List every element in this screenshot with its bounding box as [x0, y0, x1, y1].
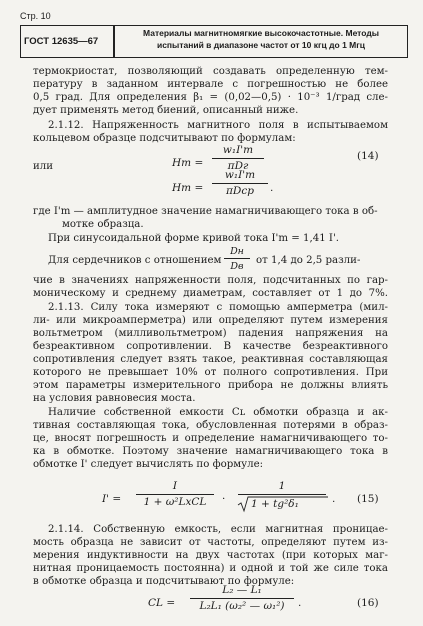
eq14-num2: w₁I'm: [224, 169, 256, 181]
eq15-fraction-bar-b: [238, 494, 326, 495]
text-line: Наличие собственной емкости Cʟ обмотки образца и ак-: [48, 407, 388, 418]
eq16-lhs: CL =: [148, 597, 176, 609]
text-line: 2.1.13. Силу тока измеряют с помощью амперметра (мил-: [48, 302, 388, 313]
text-line: на условия равновесия моста.: [33, 393, 196, 404]
ratio-num: Dн: [230, 246, 244, 257]
header-title-line2: испытаний в диапазоне частот от 10 кгц до 1 Мгц: [156, 40, 366, 50]
ratio-den: Dв: [230, 261, 244, 272]
text-line: Для сердечников с отношением: [48, 255, 222, 266]
eq15-num-a: I: [172, 480, 178, 492]
eq14-lhs2: Hm =: [172, 182, 204, 194]
text-line: 2.1.14. Собственную емкость, если магнитная проницае-: [48, 524, 388, 535]
standard-code: ГОСТ 12635—67: [24, 36, 99, 47]
text-line: мотке образца.: [62, 219, 144, 230]
eq14-fraction-bar1: [212, 158, 264, 159]
text-line: мерения индуктивности на двух частотах (при которых маг-: [33, 550, 388, 561]
eq16-tail: .: [298, 597, 302, 609]
eq15-den-b: 1 + tg²δ₁: [251, 498, 299, 510]
eq15-number: (15): [357, 493, 379, 505]
header-title: [118, 27, 404, 51]
text-line: ли- или микроамперметра) или определяют путем измерения: [33, 315, 388, 326]
text-line: пературу в заданном интервале с погрешностью не более: [33, 79, 388, 90]
text-line: в обмотке образца и подсчитывают по формуле:: [33, 576, 295, 587]
eq15-dot: ·: [222, 493, 226, 505]
eq16-fraction-bar: [190, 598, 294, 599]
text-line: безреактивном сопротивлении. В качестве безреактивного: [33, 341, 388, 352]
text-line: кольцевом образце подсчитывают по формулам:: [33, 133, 296, 144]
header-title-line1: Материалы магнитномягкие высокочастотные. Методы: [143, 28, 379, 38]
text-or: или: [33, 161, 54, 172]
text-line: 0,5 град. Для определения β₁ = (0,02—0,5) · 10⁻³ 1/град сле-: [33, 92, 388, 103]
text-line: При синусоидальной форме кривой тока I'm = 1,41 I'.: [48, 233, 339, 244]
text-line: моническому и среднему диаметрам, составляет от 1 до 7%.: [33, 288, 388, 299]
eq14-fraction-bar2: [212, 183, 268, 184]
text-line: мость образца не зависит от частоты, определяют путем из-: [33, 537, 388, 548]
text-line: ка в обмотке. Поэтому значение намагничивающего тока в: [33, 446, 388, 457]
text-line: чие в значениях напряженности поля, подсчитанных по гар-: [33, 275, 388, 286]
eq14-lhs1: Hm =: [172, 157, 204, 169]
text-line: сопротивления следует взять такое, реактивная составляющая: [33, 354, 388, 365]
eq14-num1: w₁I'm: [222, 144, 254, 156]
text-line: вольтметром (милливольтметром) падения напряжения на: [33, 328, 388, 339]
text-line: 2.1.12. Напряженность магнитного поля в испытываемом: [48, 120, 388, 131]
text-line: которого не превышает 10% от полного сопротивления. При: [33, 367, 388, 378]
eq15-num-b: 1: [278, 480, 286, 492]
eq16-den: L₂L₁ (ω₂² — ω₁²): [199, 600, 285, 612]
eq14-number: (14): [357, 150, 379, 162]
sqrt-icon: [238, 496, 252, 512]
text-line: тивная составляющая тока, обусловленная потерями в образ-: [33, 420, 388, 431]
eq16-num: L₂ — L₁: [222, 584, 262, 596]
text-line: термокриостат, позволяющий создавать определенную тем-: [33, 66, 388, 77]
text-line: це, вносят погрешность и определение намагничивающего то-: [33, 433, 388, 444]
text-line: от 1,4 до 2,5 разли-: [256, 255, 361, 266]
eq14-den1: πDг: [227, 160, 249, 172]
text-line: этом параметры измерительного прибора не должны влиять: [33, 380, 388, 391]
eq16-number: (16): [357, 597, 379, 609]
page-number: Стр. 10: [20, 11, 51, 21]
eq15-fraction-bar-a: [136, 494, 214, 495]
text-line: где I'm — амплитудное значение намагничивающего тока в об-: [33, 206, 378, 217]
text-line: нитная проницаемость постоянна) и одной и той же силе тока: [33, 563, 388, 574]
eq14-den2: πDср: [226, 185, 254, 197]
header-divider: [113, 25, 115, 58]
eq14-tail: .: [270, 182, 274, 194]
text-line: дует применять метод биений, описанный ниже.: [33, 105, 299, 116]
ratio-fraction-bar: [224, 258, 250, 259]
eq15-tail: .: [332, 493, 336, 505]
eq15-den-a: 1 + ω²LхCL: [143, 496, 207, 508]
text-line: обмотке I' следует вычислять по формуле:: [33, 459, 264, 470]
eq15-lhs: I' =: [102, 493, 122, 505]
